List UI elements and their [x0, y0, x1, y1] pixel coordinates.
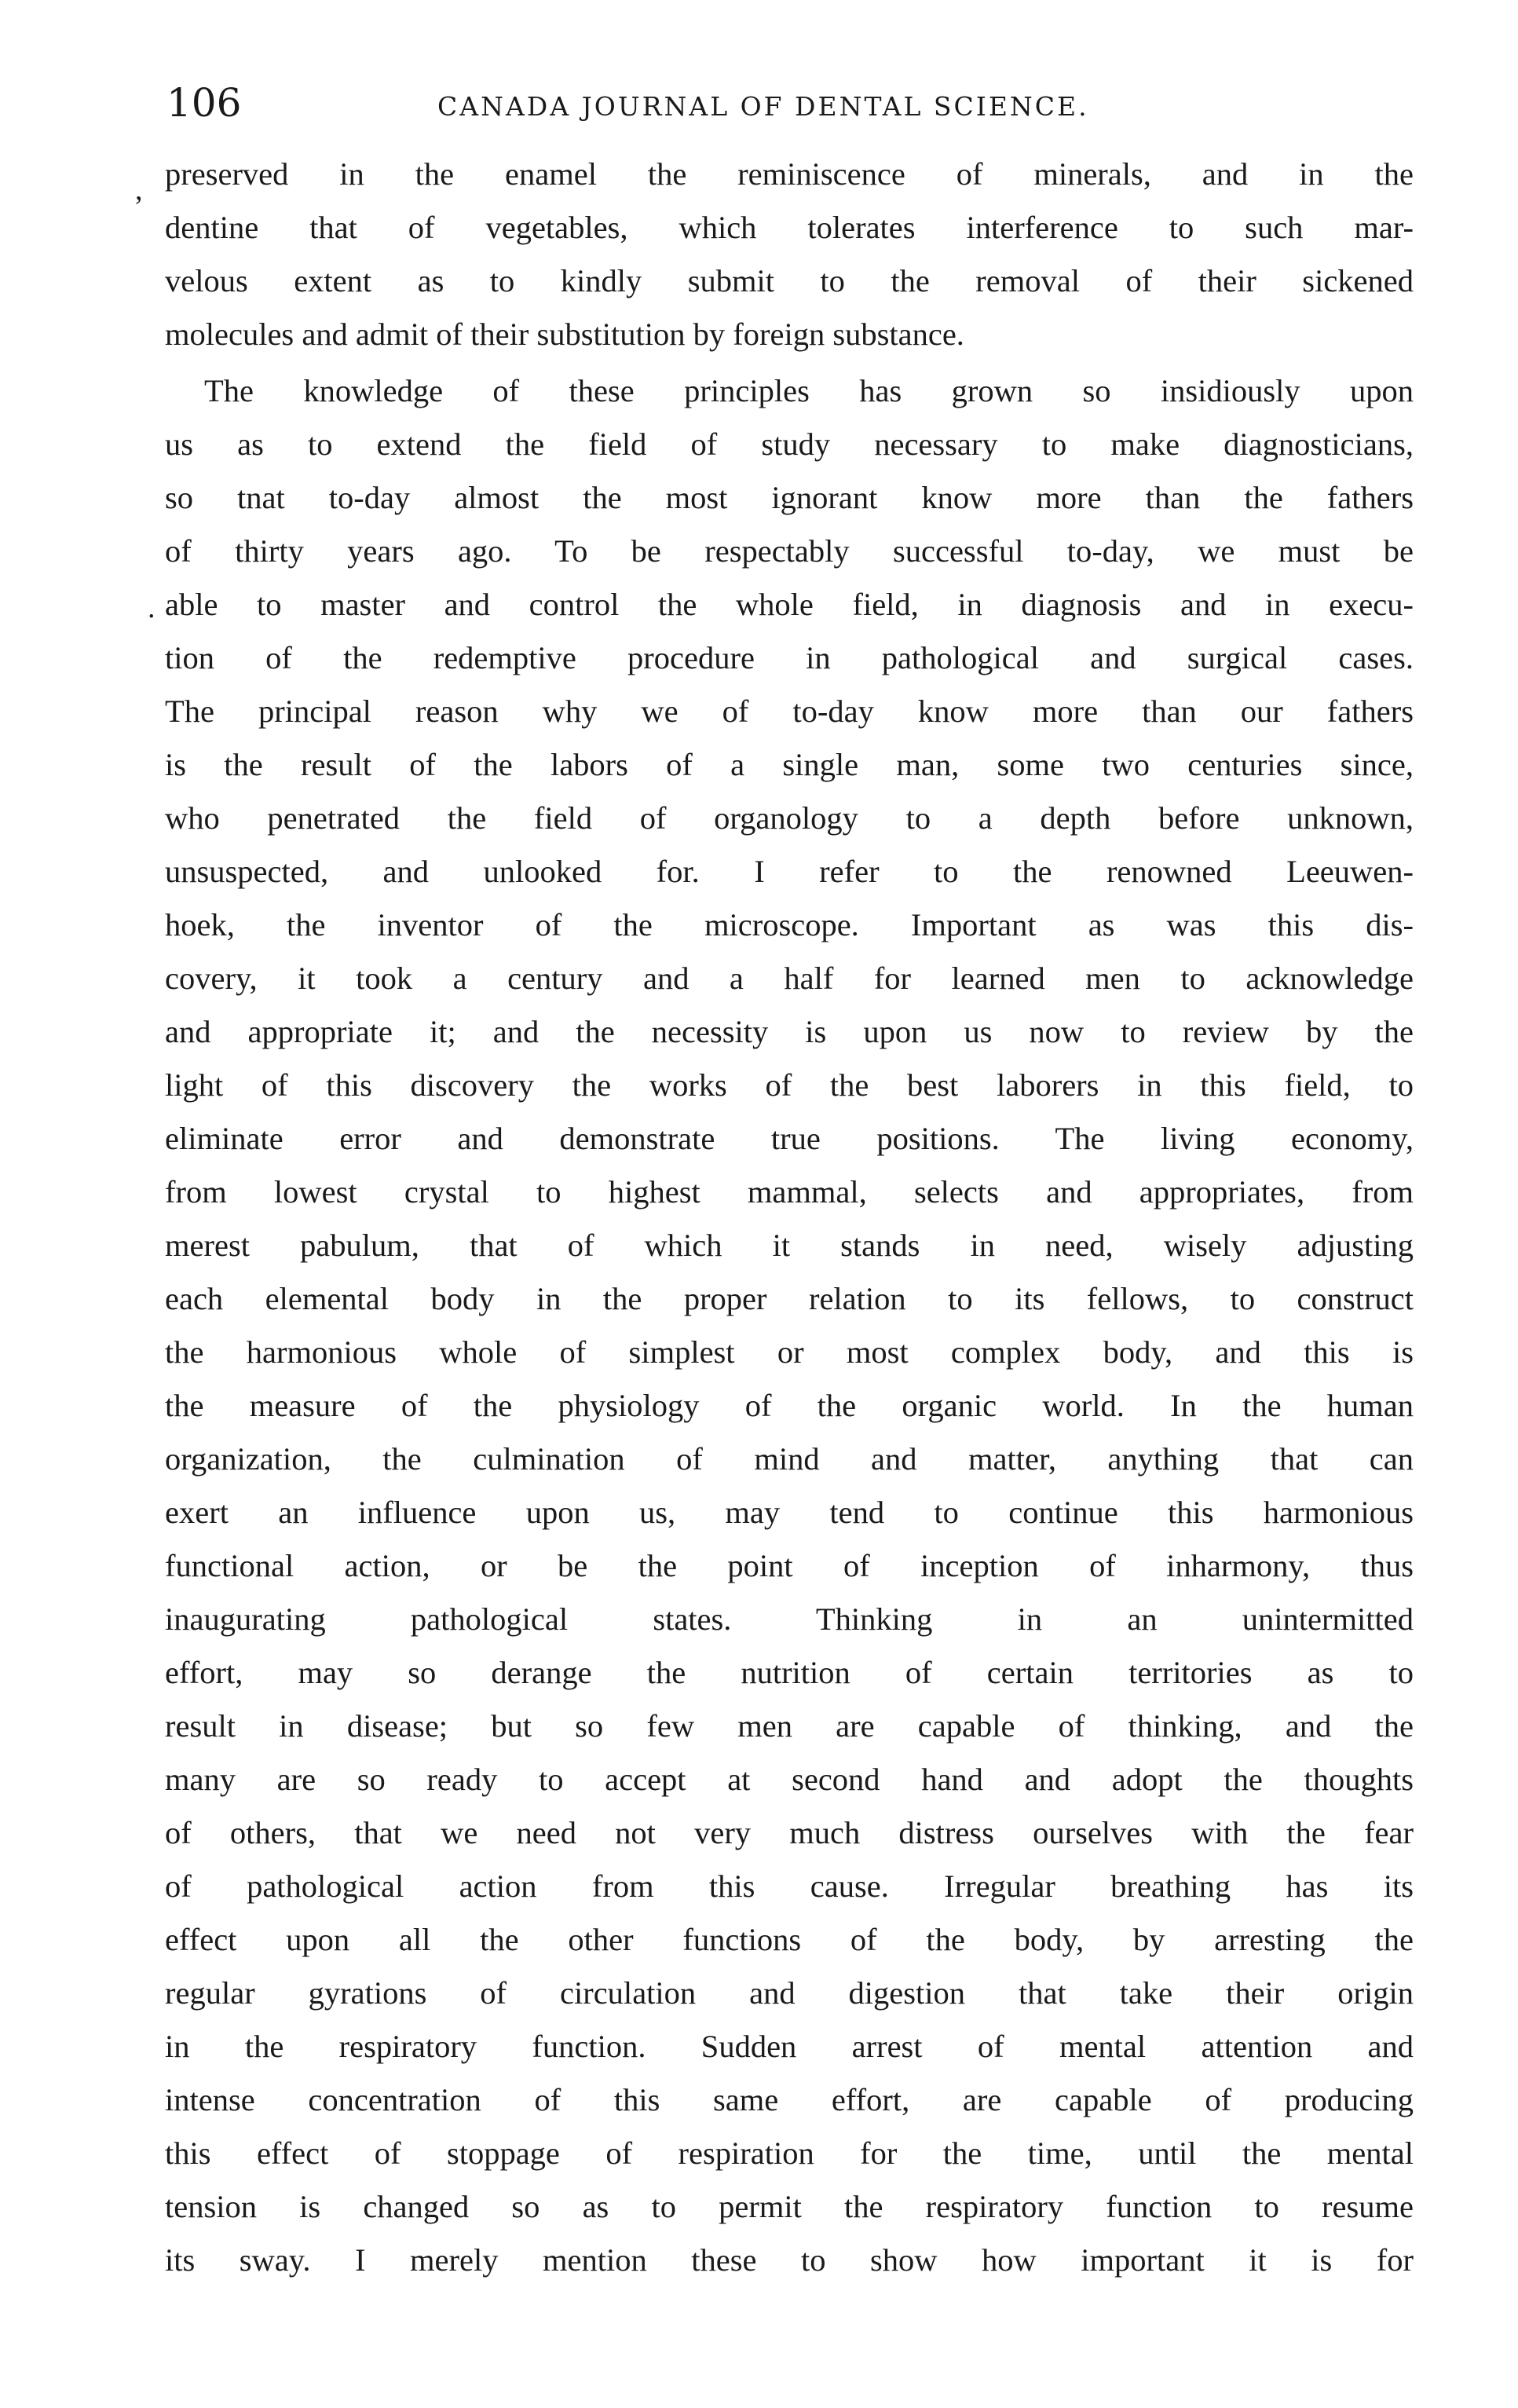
text-line: who penetrated the field of organology to a depth before unknown,	[165, 800, 1414, 836]
text-line: so tnat to-day almost the most ignorant know more than the fathers	[165, 480, 1414, 515]
paragraph-1	[165, 148, 1414, 361]
text-line: inaugurating pathological states. Thinking in an unintermitted	[165, 1601, 1414, 1637]
running-title: CANADA JOURNAL OF DENTAL SCIENCE.	[437, 91, 1089, 122]
text-line: velous extent as to kindly submit to the removal of their sickened	[165, 263, 1414, 298]
text-line: merest pabulum, that of which it stands in need, wisely adjusting	[165, 1228, 1414, 1263]
text-line: is the result of the labors of a single man, some two centuries since,	[165, 747, 1414, 782]
text-line: tion of the redemptive procedure in pathological and surgical cases.	[165, 640, 1414, 675]
page-header	[166, 75, 1415, 130]
text-line: preserved in the enamel the reminiscence of minerals, and in the	[165, 156, 1414, 192]
text-line: The principal reason why we of to-day know more than our fathers	[165, 693, 1414, 729]
page-number: 106	[166, 80, 242, 126]
text-line: covery, it took a century and a half for learned men to acknowledge	[165, 961, 1414, 996]
text-line: this effect of stoppage of respiration for the time, until the mental	[165, 2135, 1414, 2171]
text-line: us as to extend the field of study necessary to make diagnosticians,	[165, 426, 1414, 462]
text-line: light of this discovery the works of the best laborers in this field, to	[165, 1067, 1414, 1103]
text-line: the harmonious whole of simplest or most complex body, and this is	[165, 1334, 1414, 1370]
body-text	[165, 148, 1414, 2287]
text-line: organization, the culmination of mind and matter, anything that can	[165, 1441, 1414, 1477]
paragraph-2	[165, 364, 1414, 2287]
margin-dot-mark: .	[148, 591, 155, 624]
text-line: effect upon all the other functions of the body, by arresting the	[165, 1922, 1414, 1957]
text-line: dentine that of vegetables, which tolerates interference to such mar-	[165, 210, 1414, 245]
text-line: of pathological action from this cause. Irregular breathing has its	[165, 1868, 1414, 1904]
text-line: able to master and control the whole field, in diagnosis and in execu-	[165, 587, 1414, 622]
text-line: from lowest crystal to highest mammal, selects and appropriates, from	[165, 1174, 1414, 1209]
text-line: of others, that we need not very much distress ourselves with the fear	[165, 1815, 1414, 1850]
text-line: of thirty years ago. To be respectably successful to-day, we must be	[165, 533, 1414, 569]
text-line: result in disease; but so few men are capable of thinking, and the	[165, 1708, 1414, 1744]
text-line: many are so ready to accept at second hand and adopt the thoughts	[165, 1762, 1414, 1797]
text-line: and appropriate it; and the necessity is upon us now to review by the	[165, 1014, 1414, 1049]
text-line: the measure of the physiology of the organic world. In the human	[165, 1388, 1414, 1423]
text-line: eliminate error and demonstrate true positions. The living economy,	[165, 1121, 1414, 1156]
text-line: functional action, or be the point of inception of inharmony, thus	[165, 1548, 1414, 1583]
text-line: molecules and admit of their substitution by foreign substance.	[165, 317, 964, 352]
text-line: hoek, the inventor of the microscope. Important as was this dis-	[165, 907, 1414, 942]
text-line: The knowledge of these principles has grown so insidiously upon	[204, 373, 1414, 408]
text-line: regular gyrations of circulation and digestion that take their origin	[165, 1975, 1414, 2011]
text-line: in the respiratory function. Sudden arrest of mental attention and	[165, 2029, 1414, 2064]
text-line: each elemental body in the proper relation to its fellows, to construct	[165, 1281, 1414, 1316]
text-line: exert an influence upon us, may tend to continue this harmonious	[165, 1495, 1414, 1530]
text-line: unsuspected, and unlooked for. I refer to the renowned Leeuwen-	[165, 854, 1414, 889]
text-line: its sway. I merely mention these to show how important it is for	[165, 2242, 1414, 2278]
margin-comma-mark: ,	[135, 174, 143, 207]
text-line: tension is changed so as to permit the respiratory function to resume	[165, 2189, 1414, 2224]
text-line: intense concentration of this same effort, are capable of producing	[165, 2082, 1414, 2117]
text-line: effort, may so derange the nutrition of certain territories as to	[165, 1655, 1414, 1690]
